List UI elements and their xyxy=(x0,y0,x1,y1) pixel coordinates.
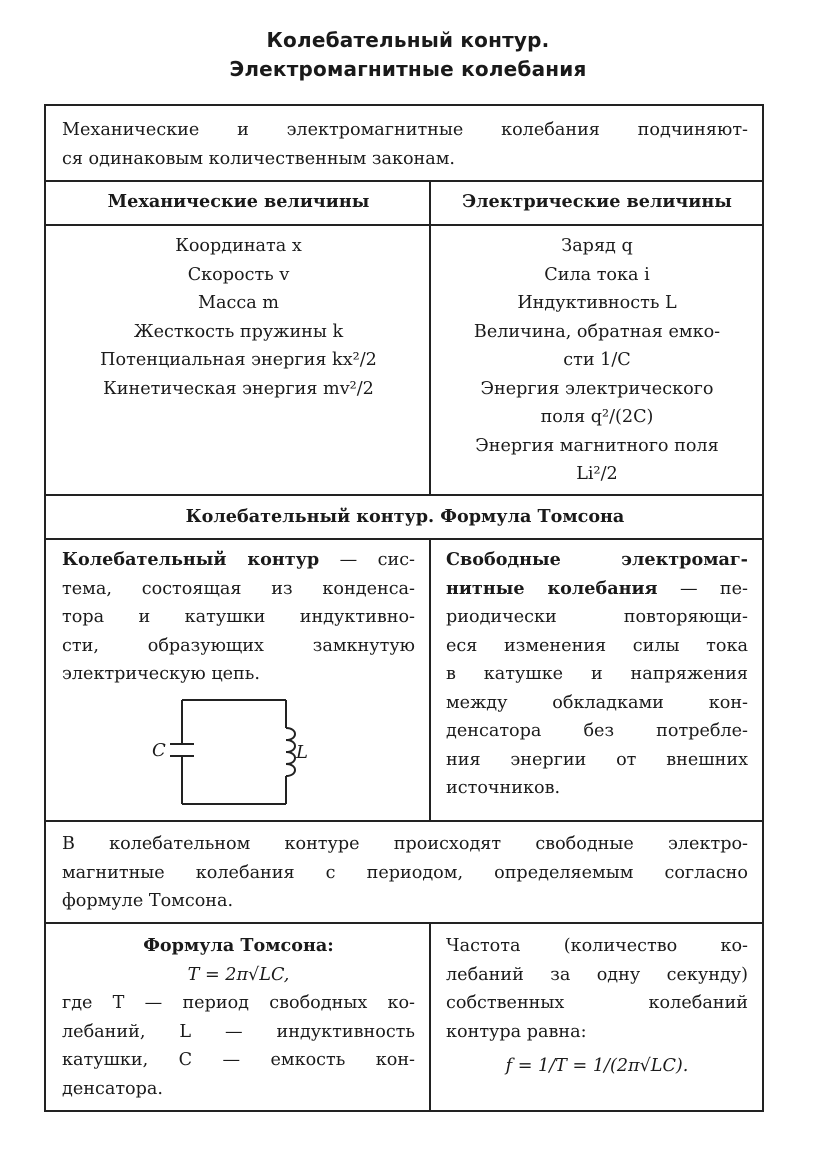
row-divider xyxy=(46,224,762,226)
title-line-1: Колебательный контур. xyxy=(266,28,550,52)
title-line-2: Электромагнитные колебания xyxy=(229,57,587,81)
def-line: тора и катушки индуктивно- xyxy=(62,607,415,627)
def-line: ния энергии от внешних xyxy=(446,749,748,770)
column-divider xyxy=(429,180,431,494)
row-divider xyxy=(46,538,762,540)
period-line: магнитные колебания с периодом, определяемым согласно xyxy=(62,862,748,883)
row-divider xyxy=(46,922,762,924)
def-line: источников. xyxy=(446,778,561,798)
elec-item: Индуктивность L xyxy=(517,293,677,313)
lc-circuit-diagram xyxy=(140,696,320,808)
row-divider xyxy=(46,180,762,182)
header-elec: Электрические величины xyxy=(462,191,732,212)
column-divider xyxy=(429,922,431,1110)
elec-item: Сила тока i xyxy=(544,264,650,285)
header-mech: Механические величины xyxy=(107,191,370,212)
def-line: в катушке и напряжения xyxy=(446,664,748,684)
intro-text xyxy=(62,116,748,173)
column-divider xyxy=(429,538,431,820)
period-line: формуле Томсона. xyxy=(62,891,234,911)
mech-item: Координата x xyxy=(175,236,302,256)
thomson-formula: T = 2π√LC, xyxy=(187,964,290,985)
def-line: между обкладками кон- xyxy=(446,692,748,713)
thomson-line: где T — период свободных ко- xyxy=(62,993,415,1013)
thomson-formula-block xyxy=(62,932,415,1103)
frequency-line: Частота (количество ко- xyxy=(446,936,748,956)
mech-item: Скорость v xyxy=(187,264,290,285)
capacitor-label: C xyxy=(152,740,166,761)
elec-item: Энергия магнитного поля xyxy=(475,435,719,456)
frequency-block xyxy=(446,932,748,1081)
period-line: В колебательном контуре происходят свободные электро- xyxy=(62,834,748,854)
frequency-line: контура равна: xyxy=(446,1021,587,1042)
elec-item: Заряд q xyxy=(561,236,633,256)
def-line: риодически повторяющи- xyxy=(446,607,748,627)
def-line: тема, состоящая из конденса- xyxy=(62,578,415,599)
thomson-heading: Формула Томсона: xyxy=(143,935,334,956)
term-free-oscillations: нитные колебания xyxy=(446,577,658,599)
elec-item: поля q²/(2C) xyxy=(540,407,654,427)
row-divider xyxy=(46,494,762,496)
frequency-line: лебаний за одну секунду) xyxy=(446,964,748,985)
summary-table xyxy=(44,104,764,1112)
def-line: денсатора без потребле- xyxy=(446,721,748,741)
thomson-line: катушки, C — емкость кон- xyxy=(62,1050,415,1070)
mech-item: Кинетическая энергия mv²/2 xyxy=(103,378,374,399)
elec-item: Энергия электрического xyxy=(480,378,714,399)
period-text xyxy=(62,830,748,916)
elec-item: сти 1/C xyxy=(563,350,631,370)
frequency-formula: f = 1/T = 1/(2π√LC). xyxy=(505,1056,689,1076)
circuit-definition: Колебательный контур — сис- тема, состоящая из конденса- тора и катушки индуктивно- сти, образующих замкнутую электрическую цепь. xyxy=(62,546,415,689)
def-line: электрическую цепь. xyxy=(62,664,260,684)
section-title: Колебательный контур. Формула Томсона xyxy=(185,506,625,527)
def-line: еся изменения силы тока xyxy=(446,635,748,656)
elec-item: Li²/2 xyxy=(576,464,618,484)
intro-line: ся одинаковым количественным законам. xyxy=(62,148,456,169)
term-circuit: Колебательный контур xyxy=(62,549,320,570)
elec-item: Величина, обратная емко- xyxy=(473,321,721,342)
thomson-line: лебаний, L — индуктивность xyxy=(62,1021,415,1042)
mech-list xyxy=(62,232,415,403)
thomson-line: денсатора. xyxy=(62,1078,163,1099)
inductor-label: L xyxy=(296,742,308,763)
page-title xyxy=(0,26,816,84)
frequency-line: собственных колебаний xyxy=(446,993,748,1013)
row-divider xyxy=(46,820,762,822)
intro-line: Механические и электромагнитные колебания подчиняют- xyxy=(62,120,748,140)
elec-list xyxy=(446,232,748,489)
mech-item: Масса m xyxy=(198,293,279,313)
free-oscillation-definition: Свободные электромаг- нитные колебания — пе- риодически повторяющи- еся изменения силы тока в катушке и напряжения между обкладками кон- денсатора без потребле- ния энергии от внешних источников. xyxy=(446,546,748,803)
def-line: сти, образующих замкнутую xyxy=(62,635,415,656)
mech-item: Жесткость пружины k xyxy=(133,321,344,342)
mech-item: Потенциальная энергия kx²/2 xyxy=(100,350,377,370)
